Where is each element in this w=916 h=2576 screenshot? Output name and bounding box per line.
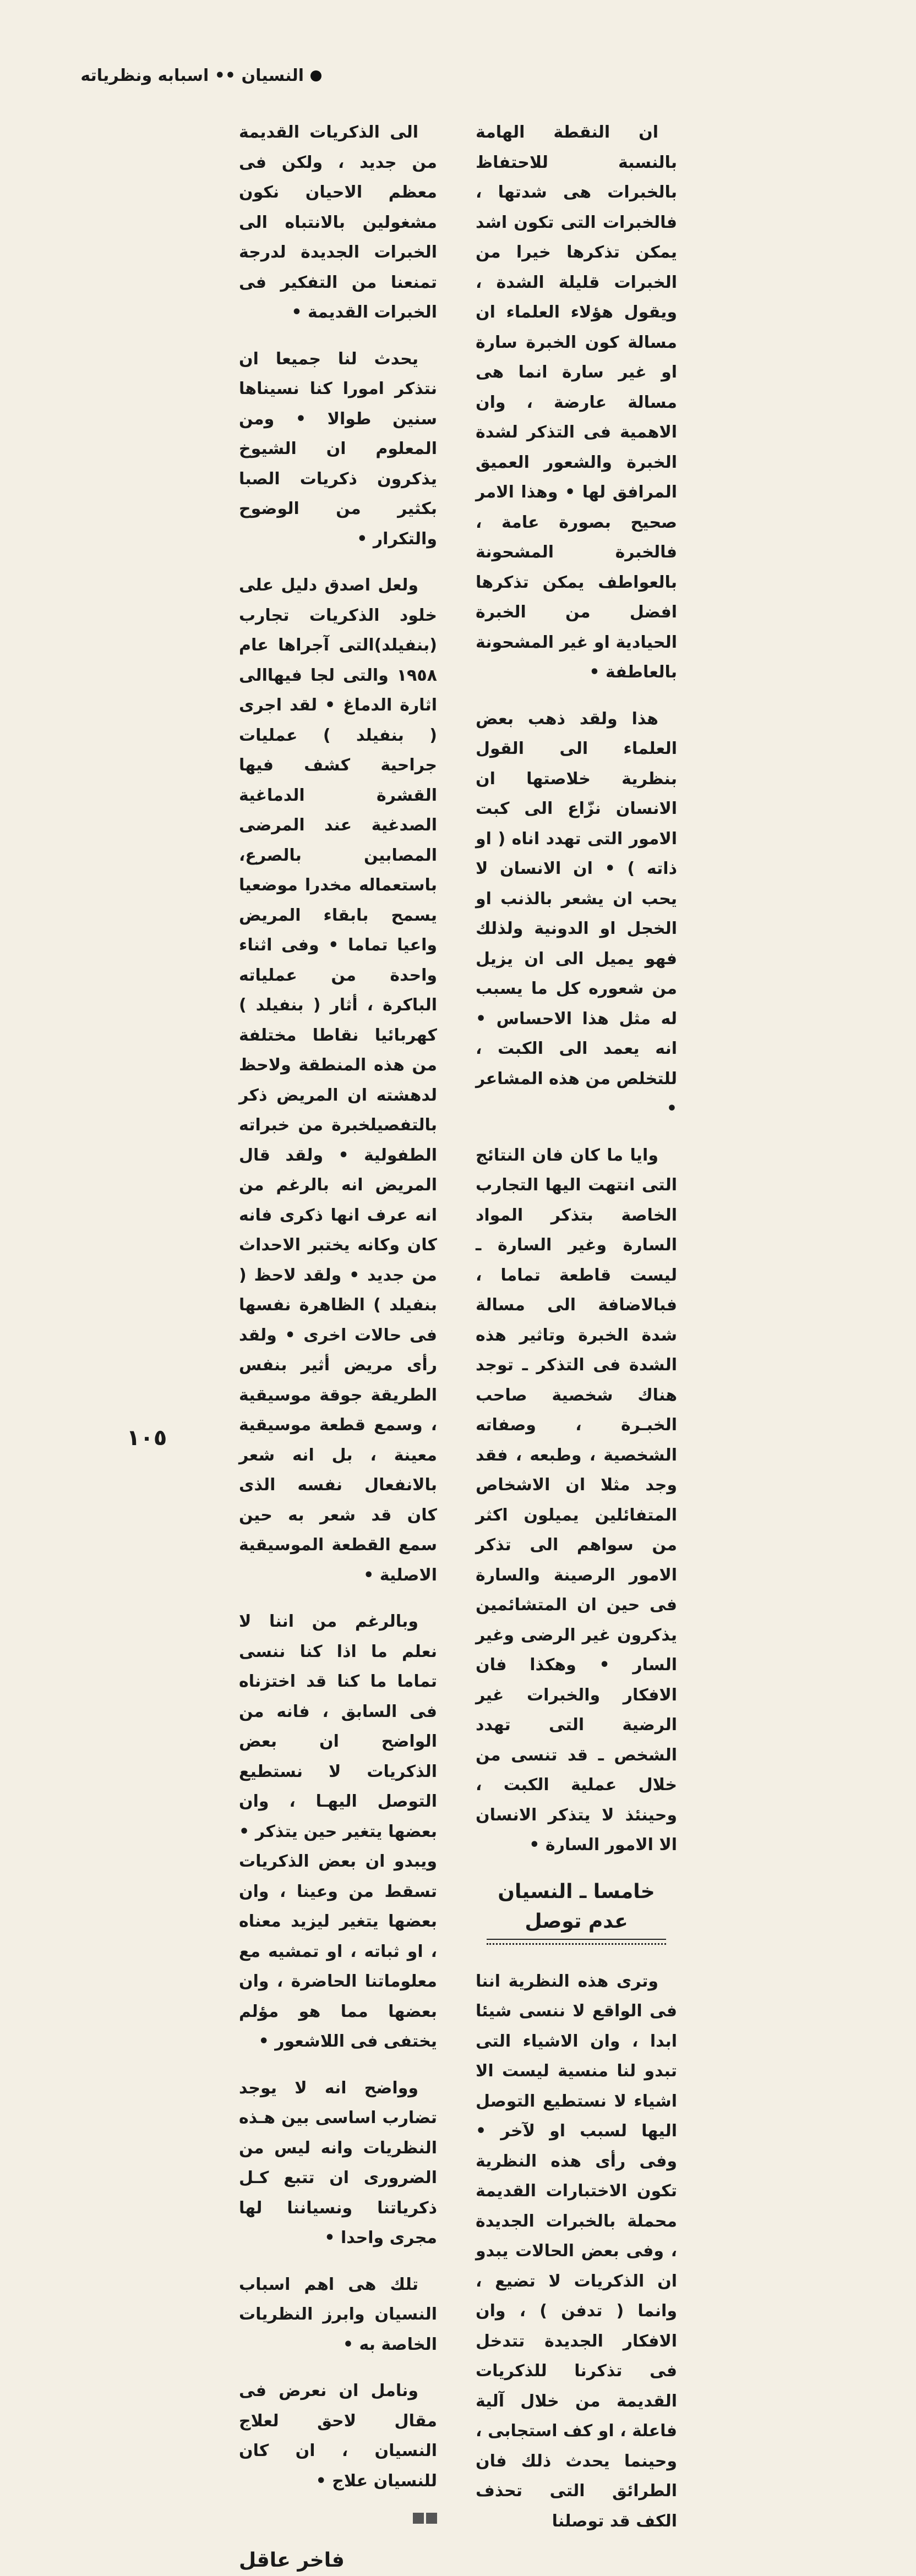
- right-paragraph-3: وايا ما كان فان النتائج التى انتهت اليها التجارب الخاصة بتذكر المواد السارة وغير السارة ـ ليست قاطعة تماما ، فبالاضافة الى مسالة شدة الخبرة وتاثير هذه الشدة فى التذكر ـ توجد هناك شخصية صاحب الخبـرة ، وصفاته الشخصية ، وطبعه ، فقد وجد مثلا ان الاشخاص المتفائلين يميلون اكثر من سواهم الى تذكر الامور الرصينة والسارة فى حين ان المتشائمين يذكرون غير الرضى وغير السار • وهكذا فان الافكار والخبرات غير الرضية التى تهدد الشخص ـ قد تنسى من خلال عملية الكبت ، وحينئذ لا يتذكر الانسان الا الامور السارة •: [476, 1145, 677, 1855]
- right-paragraph-1: ان النقطة الهامة بالنسبة للاحتفاظ بالخبرات هى شدتها ، فالخبرات التى تكون اشد يمكن تذكرها خيرا من الخبرات قليلة الشدة ، ويقول هؤلاء العلماء ان مسالة كون الخبرة سارة او غير سارة انما هى مسالة عارضة ، وان الاهمية فى التذكر لشدة الخبرة والشعور العميق المرافق لها • وهذا الامر صحيح بصورة عامة ، فالخبرة المشحونة بالعواطف يمكن تذكرها افضل من الخبرة الحيادية او غير المشحونة بالعاطفة •: [476, 123, 677, 682]
- left-paragraph-3: ولعل اصدق دليل على خلود الذكريات تجارب (بنفيلد)التى آجراها عام ١٩٥٨ والتى لجا فيهاالى اثارة الدماغ • لقد اجرى ( بنفيلد ) عمليات جراحية كشف فيها القشرة الدماغية الصدغية عند المرضى المصابين بالصرع، باستعماله مخدرا موضعيا يسمح بابقاء المريض واعيا تماما • وفى اثناء واحدة من عملياته الباكرة ، أثار ( بنفيلد ) كهربائيا نقاطا مختلفة من هذه المنطقة ولاحظ لدهشته ان المريض ذكر بالتفصيلخبرة من خبراته الطفولية • ولقد قال المريض انه بالرغم من انه عرف انها ذكرى فانه كان وكانه يختبر الاحداث من جديد • ولقد لاحظ ( بنفيلد ) الظاهرة نفسها فى حالات اخرى • ولقد رأى مريض أثير بنفس الطريقة جوقة موسيقية ، وسمع قطعة موسيقية معينة ، بل انه شعر بالانفعال نفسه الذى كان قد شعر به حين سمع القطعة الموسيقية الاصلية •: [239, 576, 437, 1585]
- left-paragraph-6: تلك هى اهم اسباب النسيان وابرز النظريات الخاصة به •: [239, 2274, 437, 2354]
- section-heading: خامسا ـ النسيان عدم توصل: [476, 1877, 677, 1945]
- end-mark-icon: [239, 2513, 437, 2524]
- page-number: ١٠٥: [127, 1425, 167, 1451]
- bullet-icon: [310, 70, 321, 81]
- left-paragraph-5: وواضح انه لا يوجد تضارب اساسى بين هـذه النظريات وانه ليس من الضرورى ان تتبع كـل ذكرياتنا ونسياننا لها مجرى واحدا •: [239, 2078, 437, 2247]
- left-column: [239, 118, 437, 2576]
- running-header: [80, 66, 321, 85]
- right-column: [476, 118, 677, 2553]
- right-paragraph-2: هذا ولقد ذهب بعض العلماء الى القول بنظرية خلاصتها ان الانسان نزّاع الى كبت الامور التى تهدد اناه ( او ذاته ) • ان الانسان لا يحب ان يشعر بالذنب او الخجل او الدونية ولذلك فهو يميل الى ان يزيل من شعوره كل ما يسبب له مثل هذا الاحساس • انه يعمد الى الكبت ، للتخلص من هذه المشاعر •: [476, 709, 677, 1118]
- header-title: النسيان •• اسبابه ونظرياته: [80, 66, 304, 85]
- left-paragraph-4: وبالرغم من اننا لا نعلم ما اذا كنا ننسى تماما ما كنا قد اختزناه فى السابق ، فانه من الواضح ان بعض الذكريات لا نستطيع التوصل اليهـا ، وان بعضها يتغير حين يتذكر • ويبدو ان بعض الذكريات تسقط من وعينا ، وان بعضها يتغير ليزيد معناه ، او ثباته ، او تمشيه مع معلوماتنا الحاضرة ، وان بعضها مما هو مؤلم يختفى فى اللاشعور •: [239, 1612, 437, 2051]
- left-paragraph-1: الى الذكريات القديمة من جديد ، ولكن فى معظم الاحيان نكون مشغولين بالانتباه الى الخبرات الجديدة لدرجة تمنعنا من التفكير فى الخبرات القديمة •: [239, 123, 437, 322]
- author-name: فاخر عاقل: [239, 2549, 345, 2572]
- right-paragraph-4: وترى هذه النظرية اننا فى الواقع لا ننسى شيئا ابدا ، وان الاشياء التى تبدو لنا منسية ليست الا اشياء لا نستطيع التوصل اليها لسبب او لآخر • وفى رأى هذه النظرية تكون الاختبارات القديمة محملة بالخبرات الجديدة ، وفى بعض الحالات يبدو ان الذكريات لا تضيع ، وانما ( تدفن ) ، وان الافكار الجديدة تتدخل فى تذكرنا للذكريات القديمة من خلال آلية فاعلة ، او كف استجابى ، وحينما يحدث ذلك فان الطرائق التى تحذف الكف قد توصلنا: [476, 1971, 677, 2531]
- left-paragraph-2: يحدث لنا جميعا ان نتذكر امورا كنا نسيناها سنين طوالا • ومن المعلوم ان الشيوخ يذكرون ذكريات الصبا بكثير من الوضوح والتكرار •: [239, 349, 437, 549]
- left-paragraph-7: ونامل ان نعرض فى مقال لاحق لعلاج النسيان ، ان كان للنسيان علاج •: [239, 2381, 437, 2491]
